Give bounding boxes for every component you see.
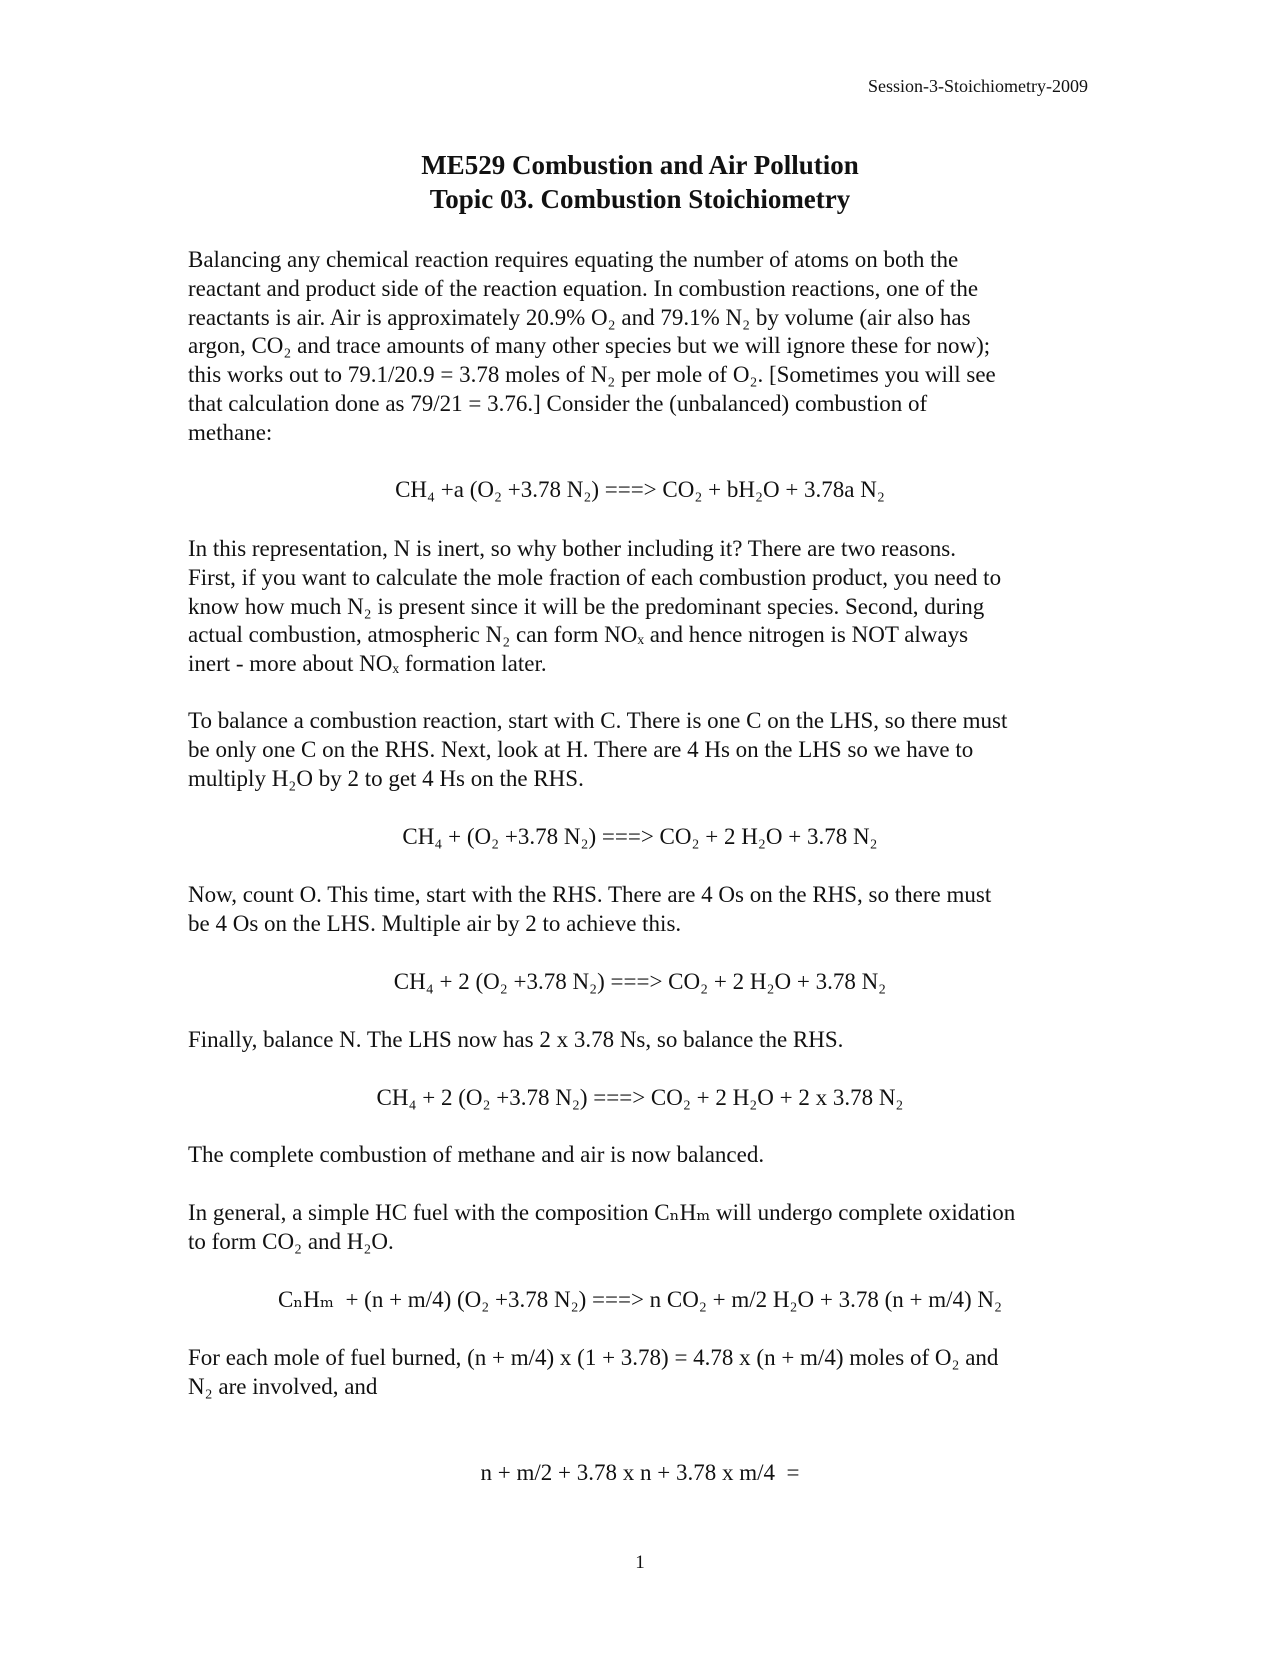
document-title (0, 148, 1280, 216)
equation-text: CₙHₘ + (n + m/4) (O₂ +3.78 N₂) ===> n CO₂ + m/2 H₂O + 3.78 (n + m/4) N₂ (277, 1287, 1003, 1312)
text-line: be only one C on the RHS. Next, look at H. There are 4 Hs on the LHS so we have to (188, 736, 974, 762)
paragraph-balance-o (188, 881, 1098, 939)
text-line: Finally, balance N. The LHS now has 2 x 3.78 Ns, so balance the RHS. (188, 1027, 844, 1052)
paragraph-per-mole (188, 1344, 1098, 1402)
equation-balanced-h (0, 823, 1280, 851)
equation-text: CH₄ + (O₂ +3.78 N₂) ===> CO₂ + 2 H₂O + 3.78 N₂ (402, 824, 878, 849)
text-line: methane: (188, 419, 273, 445)
paragraph-general (188, 1199, 1098, 1257)
paragraph-balance-n (188, 1026, 1098, 1055)
text-line: multiply H₂O by 2 to get 4 Hs on the RHS. (188, 765, 584, 791)
text-line: To balance a combustion reaction, start with C. There is one C on the LHS, so there must (188, 708, 1008, 733)
text-line: know how much N₂ is present since it will be the predominant species. Second, during (188, 593, 985, 619)
text-line: Now, count O. This time, start with the RHS. There are 4 Os on the RHS, so there must (188, 882, 992, 907)
equation-text: CH₄ +a (O₂ +3.78 N₂) ===> CO₂ + bH₂O + 3.78a N₂ (395, 477, 885, 502)
text-line: argon, CO₂ and trace amounts of many other species but we will ignore these for now); (188, 333, 991, 359)
equation-text: CH₄ + 2 (O₂ +3.78 N₂) ===> CO₂ + 2 H₂O + 2 x 3.78 N₂ (376, 1085, 904, 1110)
equation-unbalanced (0, 476, 1280, 504)
text-line: reactants is air. Air is approximately 20.9% O₂ and 79.1% N₂ by volume (air also has (188, 304, 971, 330)
title-line-course: ME529 Combustion and Air Pollution (421, 150, 859, 180)
text-line: actual combustion, atmospheric N₂ can form NOₓ and hence nitrogen is NOT always (188, 622, 969, 648)
paragraph-nitrogen (188, 535, 1098, 679)
paragraph-complete (188, 1141, 1098, 1170)
text-line: inert - more about NOₓ formation later. (188, 651, 547, 677)
text-line: be 4 Os on the LHS. Multiple air by 2 to achieve this. (188, 910, 682, 936)
text-line: Balancing any chemical reaction requires equating the number of atoms on both the (188, 247, 959, 272)
text-line: this works out to 79.1/20.9 = 3.78 moles of N₂ per mole of O₂. [Sometimes you will see (188, 362, 996, 388)
text-line: that calculation done as 79/21 = 3.76.] Consider the (unbalanced) combustion of (188, 390, 928, 416)
equation-balanced-n (0, 1084, 1280, 1112)
equation-text: CH₄ + 2 (O₂ +3.78 N₂) ===> CO₂ + 2 H₂O + 3.78 N₂ (393, 969, 887, 994)
paragraph-balance-c-h (188, 707, 1098, 793)
equation-text: n + m/2 + 3.78 x n + 3.78 x m/4 = (480, 1460, 800, 1485)
text-line: First, if you want to calculate the mole fraction of each combustion product, you need to (188, 564, 1002, 590)
title-line-topic: Topic 03. Combustion Stoichiometry (429, 184, 851, 214)
running-header: Session-3-Stoichiometry-2009 (868, 76, 1088, 96)
text-line: In this representation, N is inert, so why bother including it? There are two reasons. (188, 536, 956, 561)
text-line: In general, a simple HC fuel with the composition CₙHₘ will undergo complete oxidation (188, 1200, 1016, 1225)
equation-general-hc (0, 1286, 1280, 1314)
page-number: 1 (635, 1552, 645, 1573)
text-line: For each mole of fuel burned, (n + m/4) x (1 + 3.78) = 4.78 x (n + m/4) moles of O₂ and (188, 1345, 999, 1370)
equation-balanced-o (0, 968, 1280, 996)
text-line: to form CO₂ and H₂O. (188, 1228, 394, 1254)
equation-sum (0, 1459, 1280, 1487)
paragraph-intro (188, 246, 1098, 448)
text-line: N₂ are involved, and (188, 1373, 378, 1399)
text-line: reactant and product side of the reaction equation. In combustion reactions, one of the (188, 275, 979, 301)
text-line: The complete combustion of methane and air is now balanced. (188, 1142, 765, 1167)
